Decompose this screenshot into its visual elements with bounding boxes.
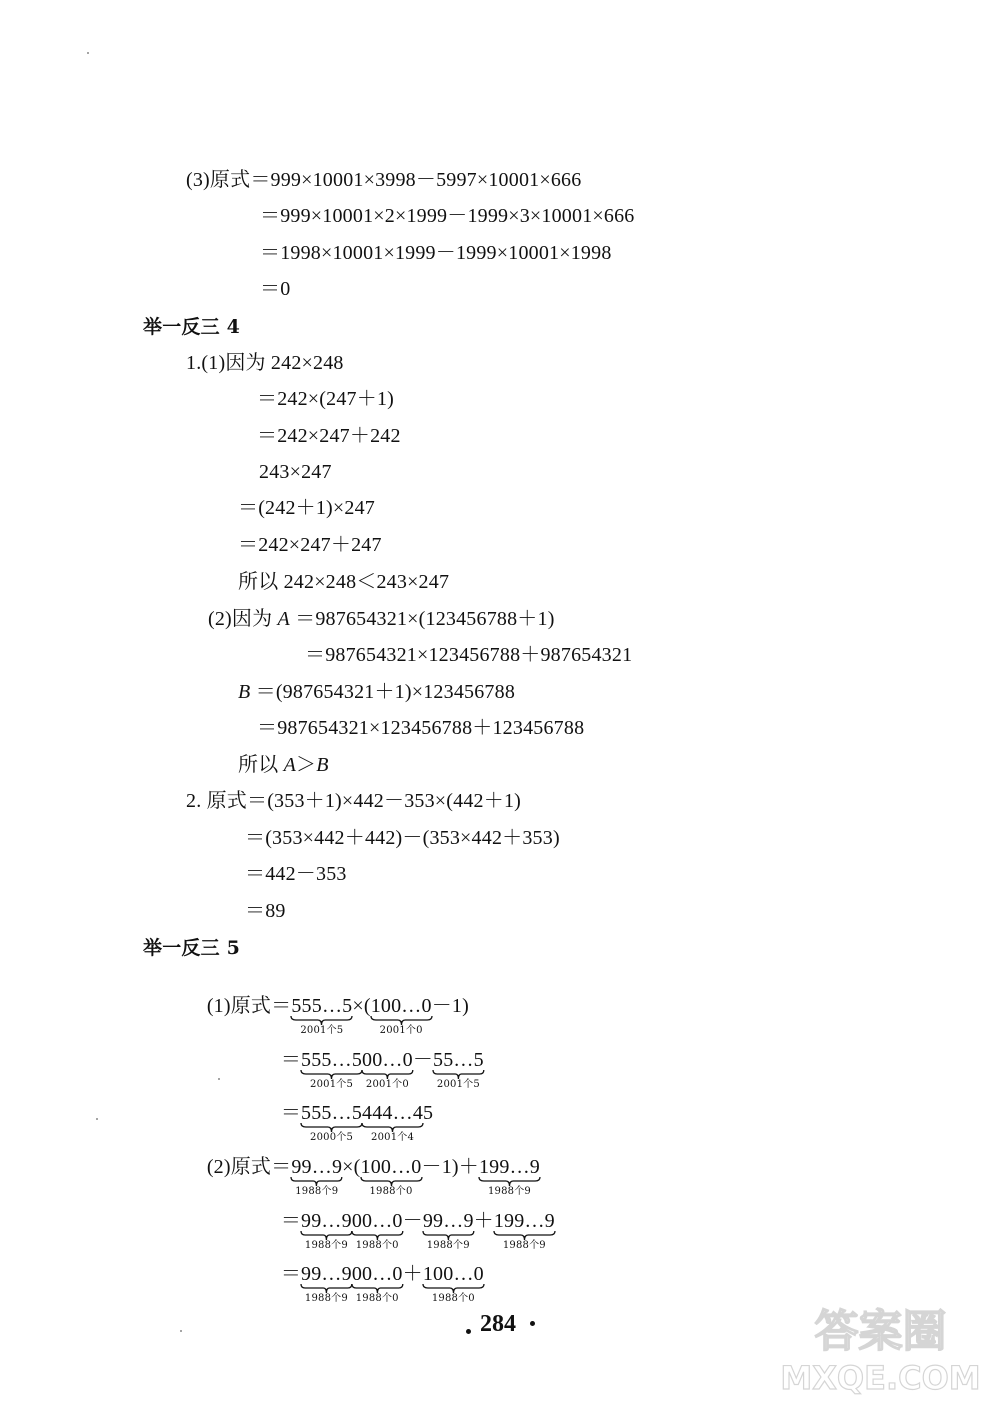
brace-group-text: 99…9 [301,1263,352,1285]
brace-group [493,1210,555,1251]
page-number-dot-left [466,1329,471,1334]
brace-label: 1988个0 [431,1293,475,1304]
p2-line-4: ＝89 [245,900,286,922]
p2-line-3: ＝442－353 [245,863,347,885]
q2-line-5 [238,754,329,776]
brace-group [360,1156,422,1197]
brace-group-text: 99…9 [422,1210,474,1232]
equals-sign: ＝ [280,1049,302,1071]
underbrace [494,1231,555,1240]
brace-group [301,1049,363,1090]
brace-group [433,1049,484,1090]
var-b-2: B [316,754,329,776]
brace-group [301,1210,352,1251]
brace-label: 1988个0 [355,1240,399,1251]
brace-group-text: 100…0 [370,995,432,1017]
operator-text: － [402,1210,423,1232]
q2-line-3 [238,681,515,703]
brace-label: 2001个5 [436,1079,480,1090]
underbrace [291,1016,352,1025]
underbrace [352,1231,403,1240]
operator-text: ×( [352,995,371,1017]
brace-label: 2001个0 [365,1079,409,1090]
q1-line-3: ＝242×247＋242 [257,425,401,447]
page-number-dot-right [530,1321,535,1326]
underbrace [362,1070,413,1079]
brace-group [370,995,432,1036]
underbrace [301,1070,362,1079]
brace-group-text: 444…4 [362,1102,424,1124]
underbrace [291,1177,342,1186]
underbrace [423,1231,474,1240]
q2-line-1-expr: ＝987654321×(123456788＋1) [289,608,555,630]
part3-line-4: ＝0 [260,278,291,300]
s5p2-row-3 [260,1241,484,1307]
operator-text: － [412,1049,434,1071]
brace-group [422,1263,484,1304]
brace-group-text: 00…0 [351,1263,403,1285]
brace-group [351,1263,403,1304]
underbrace [423,1284,484,1293]
equals-sign: ＝ [280,1102,302,1124]
brace-group [422,1210,474,1251]
brace-group-text: 555…5 [301,1049,363,1071]
operator-text: －1) [431,995,469,1017]
underbrace [301,1231,352,1240]
operator-text: －1)＋ [421,1156,479,1178]
q1-line-5: ＝(242＋1)×247 [238,497,375,519]
brace-group-text: 199…9 [493,1210,555,1232]
q2-line-2: ＝987654321×123456788＋987654321 [305,644,633,666]
brace-group-text: 100…0 [422,1263,484,1285]
brace-label: 1988个9 [304,1240,348,1251]
brace-label: 1988个9 [304,1293,348,1304]
brace-group-text: 199…9 [478,1156,540,1178]
q2-line-4: ＝987654321×123456788＋123456788 [257,717,585,739]
operator-text: ＋ [473,1210,494,1232]
brace-label: 2000个5 [310,1132,354,1143]
equals-sign: ＝ [280,1210,302,1232]
q1-line-6: ＝242×247＋247 [238,534,382,556]
part3-line-3: ＝1998×10001×1999－1999×10001×1998 [260,242,612,264]
underbrace [301,1123,362,1132]
q2-line-1-prefix: (2)因为 [208,608,278,630]
part3-line-1: (3)原式＝999×10001×3998－5997×10001×666 [186,169,582,191]
brace-label: 1988个9 [487,1186,531,1197]
brace-group-text: 00…0 [351,1210,403,1232]
q2-line-1 [208,608,555,630]
brace-group-text: 100…0 [360,1156,422,1178]
brace-label: 1988个9 [295,1186,339,1197]
underbrace [362,1123,423,1132]
scan-speck [218,1078,220,1080]
brace-group-text: 555…5 [291,995,353,1017]
watermark-url: MXQE.COM [780,1359,981,1397]
brace-label: 1988个9 [426,1240,470,1251]
underbrace [361,1177,422,1186]
operator-text: ＋ [402,1263,423,1285]
brace-group [362,1049,413,1090]
watermark-title: 答案圈 [814,1306,947,1357]
scan-speck [180,1330,182,1332]
brace-group [291,1156,343,1197]
underbrace [301,1284,352,1293]
q2-line-3-expr: ＝(987654321＋1)×123456788 [250,681,516,703]
p2-line-1: 2. 原式＝(353＋1)×442－353×(442＋1) [186,790,521,812]
brace-group-text: 00…0 [362,1049,413,1071]
brace-group [301,1102,363,1143]
q1-line-2: ＝242×(247＋1) [257,388,394,410]
section-5-heading: 举一反三 5 [143,937,241,959]
brace-group [301,1263,352,1304]
q1-line-1: 1.(1)因为 242×248 [186,352,344,374]
operator-text: ×( [342,1156,361,1178]
brace-group-text: 99…9 [291,1156,343,1178]
q1-line-4: 243×247 [259,461,332,483]
var-a: A [277,608,290,630]
part3-line-2: ＝999×10001×2×1999－1999×3×10001×666 [260,205,635,227]
page-number: 284 [480,1311,516,1337]
s5p1-label: (1)原式＝ [206,995,292,1017]
q2-line-5-prefix: 所以 [238,754,284,776]
scan-speck [96,1118,98,1120]
underbrace [352,1284,403,1293]
p2-line-2: ＝(353×442＋442)－(353×442＋353) [245,827,560,849]
brace-group [362,1102,424,1143]
brace-group-text: 555…5 [301,1102,363,1124]
brace-label: 1988个0 [355,1293,399,1304]
underbrace [433,1070,484,1079]
watermark-logo [773,1295,988,1405]
trailing-digit: 5 [423,1102,434,1124]
brace-group-text: 99…9 [301,1210,352,1232]
brace-group [351,1210,403,1251]
scan-speck [87,52,89,54]
brace-label: 2001个5 [310,1079,354,1090]
underbrace [371,1016,432,1025]
var-a-2: A [283,754,297,776]
underbrace [479,1177,540,1186]
brace-label: 1988个9 [502,1240,546,1251]
brace-group [291,995,353,1036]
brace-group [478,1156,540,1197]
q1-line-7: 所以 242×248＜243×247 [238,571,450,593]
brace-label: 2001个0 [379,1025,423,1036]
s5p2-label: (2)原式＝ [206,1156,292,1178]
brace-label: 2001个4 [371,1132,415,1143]
var-b: B [238,681,251,703]
greater-than: ＞ [296,754,317,776]
section-4-heading: 举一反三 4 [143,316,241,338]
brace-label: 2001个5 [300,1025,344,1036]
equals-sign: ＝ [280,1263,302,1285]
brace-group-text: 55…5 [433,1049,484,1071]
brace-label: 1988个0 [369,1186,413,1197]
